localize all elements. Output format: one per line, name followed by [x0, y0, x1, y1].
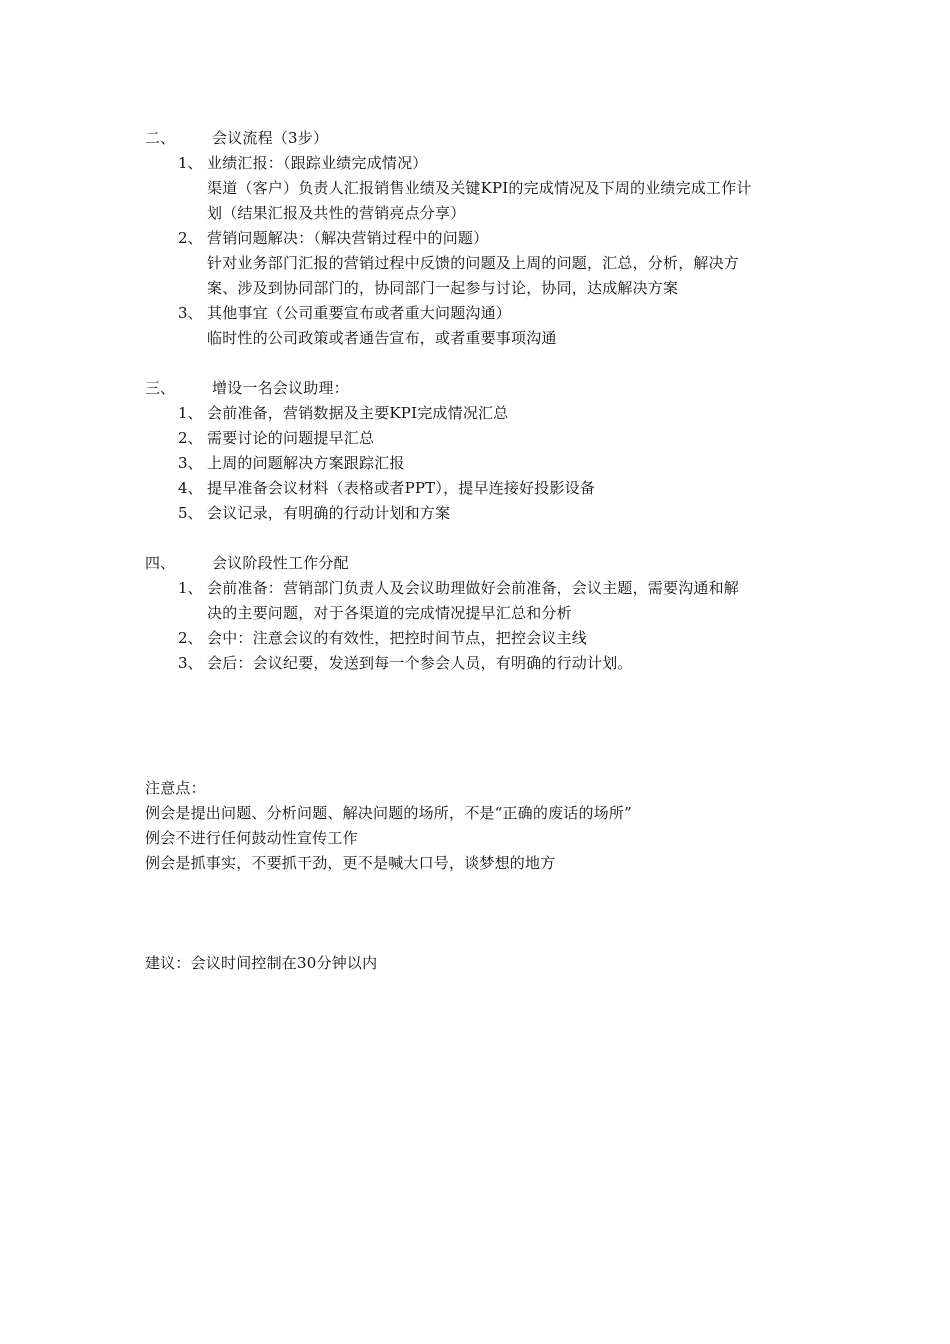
section-3-item-3-number: 3、	[178, 454, 203, 472]
section-2-item-2-line-1: 针对业务部门汇报的营销过程中反馈的问题及上周的问题，汇总，分析，解决方	[207, 254, 740, 272]
section-2-item-3-number: 3、	[178, 304, 203, 322]
section-2-item-3-title: 其他事宜（公司重要宣布或者重大问题沟通）	[207, 304, 512, 322]
section-2-item-2-title: 营销问题解决：（解决营销过程中的问题）	[207, 229, 489, 247]
section-4-item-3-number: 3、	[178, 654, 203, 672]
section-4-item-1-line-1: 会前准备：营销部门负责人及会议助理做好会前准备，会议主题，需要沟通和解	[207, 579, 740, 597]
section-2-item-2-line-2: 案、涉及到协同部门的，协同部门一起参与讨论，协同，达成解决方案	[207, 279, 679, 297]
section-3-item-3-text: 上周的问题解决方案跟踪汇报	[207, 454, 405, 472]
section-4-heading: 会议阶段性工作分配	[212, 554, 349, 572]
section-4-item-2-number: 2、	[178, 629, 203, 647]
section-3-item-5-text: 会议记录，有明确的行动计划和方案	[207, 504, 451, 522]
section-4-item-3-line-1: 会后：会议纪要，发送到每一个参会人员，有明确的行动计划。	[207, 654, 633, 672]
section-3-item-1-text: 会前准备，营销数据及主要KPI完成情况汇总	[207, 404, 509, 422]
section-3-item-4-text: 提早准备会议材料（表格或者PPT），提早连接好投影设备	[207, 479, 596, 497]
section-3-heading: 增设一名会议助理：	[212, 379, 349, 397]
section-4-number: 四、	[145, 554, 176, 572]
notes-heading: 注意点：	[145, 779, 206, 797]
notes-line-3: 例会是抓事实，不要抓干劲，更不是喊大口号，谈梦想的地方	[145, 854, 556, 872]
section-3-item-1-number: 1、	[178, 404, 203, 422]
section-2-item-3-line-1: 临时性的公司政策或者通告宣布，或者重要事项沟通	[207, 329, 557, 347]
section-3-number: 三、	[145, 379, 176, 397]
section-2-item-1-title: 业绩汇报：（跟踪业绩完成情况）	[207, 154, 428, 172]
section-2-heading: 会议流程（3步）	[212, 129, 329, 147]
section-3-item-2-text: 需要讨论的问题提早汇总	[207, 429, 375, 447]
section-3-item-5-number: 5、	[178, 504, 203, 522]
section-4-item-1-number: 1、	[178, 579, 203, 597]
section-2-item-1-number: 1、	[178, 154, 203, 172]
suggestion-text: 建议：会议时间控制在30分钟以内	[145, 954, 378, 972]
section-2-number: 二、	[145, 129, 176, 147]
section-2-item-1-line-1: 渠道（客户）负责人汇报销售业绩及关键KPI的完成情况及下周的业绩完成工作计	[207, 179, 752, 197]
section-4-item-1-line-2: 决的主要问题，对于各渠道的完成情况提早汇总和分析	[207, 604, 572, 622]
section-2-item-1-line-2: 划（结果汇报及共性的营销亮点分享）	[207, 204, 466, 222]
notes-line-1: 例会是提出问题、分析问题、解决问题的场所，不是“正确的废话的场所”	[145, 804, 632, 822]
section-3-item-2-number: 2、	[178, 429, 203, 447]
notes-line-2: 例会不进行任何鼓动性宣传工作	[145, 829, 358, 847]
section-3-item-4-number: 4、	[178, 479, 203, 497]
section-4-item-2-line-1: 会中：注意会议的有效性，把控时间节点，把控会议主线	[207, 629, 588, 647]
section-2-item-2-number: 2、	[178, 229, 203, 247]
